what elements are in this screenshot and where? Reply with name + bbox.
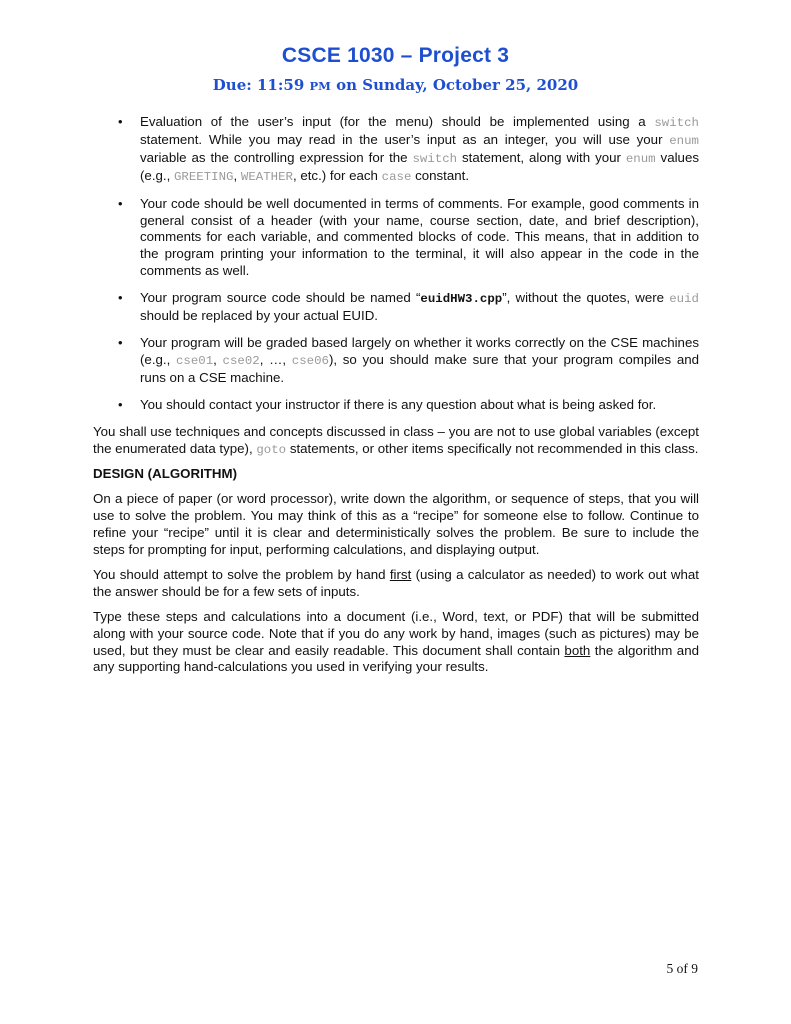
code-text: switch: [654, 116, 699, 130]
due-date: [0, 76, 791, 94]
code-text: GREETING: [174, 169, 234, 184]
code-text: enum: [625, 151, 656, 166]
paragraph: [93, 424, 699, 459]
text-run: statements, or other items specifically not recommended in this class.: [286, 440, 699, 456]
paragraph: [93, 609, 699, 677]
code-text: case: [381, 169, 412, 184]
text-run: Your program will be graded based largely on whether it works correctly on the CSE machines (e.g.,: [140, 334, 699, 367]
list-item: [93, 196, 699, 281]
page-title: CSCE 1030 – Project 3: [281, 44, 510, 67]
text-run: , etc.) for each: [292, 167, 382, 183]
text-run: Evaluation of the user’s input (for the menu) should be implemented using a: [140, 114, 655, 129]
code-text: euid: [669, 292, 699, 307]
list-item: [93, 114, 699, 186]
bullet-icon: •: [118, 396, 123, 412]
bullet-icon: •: [118, 114, 123, 129]
text-run: Your code should be well documented in terms of comments. For example, good comments in general consist of a header (with your name, course section, date, and brief description), comments for each variable, and commented blocks of code. This means, that in addition to the program printing your information to the terminal, it will also appear in the code in the comments as well.: [140, 195, 699, 279]
code-text: cse02: [222, 353, 260, 368]
code-text: WEATHER: [240, 169, 293, 184]
text-run: (using a calculator as needed) to work out what the answer should be for a few sets of inputs.: [93, 566, 699, 599]
code-text: switch: [412, 151, 458, 166]
underlined-text: both: [564, 642, 591, 658]
code-text: cse01: [175, 353, 214, 368]
requirements-list: [93, 114, 699, 414]
bullet-icon: •: [118, 334, 123, 350]
text-run: values (e.g.,: [140, 149, 699, 183]
text-run: should be replaced by your actual EUID.: [140, 308, 379, 324]
text-run: variable as the controlling expression for the: [140, 149, 413, 165]
text-run: ,: [213, 351, 223, 367]
code-text: enum: [669, 133, 699, 148]
text-run: the algorithm and any supporting hand-calculations you used in verifying your results.: [93, 642, 699, 675]
text-run: statement, along with your: [457, 149, 626, 165]
bullet-icon: •: [118, 195, 123, 211]
due-prefix: Due: 11:59: [212, 76, 310, 94]
text-run: constant.: [411, 167, 470, 183]
text-run: ,: [233, 167, 241, 183]
due-suffix: on Sunday, October 25, 2020: [330, 76, 579, 94]
paragraph: [93, 567, 699, 601]
text-run: You should attempt to solve the problem by hand: [93, 566, 390, 582]
bullet-icon: •: [118, 290, 123, 306]
text-run: statement. While you may read in the user’s input as an integer, you will use your: [140, 131, 670, 147]
text-run: ”, without the quotes, were: [502, 290, 670, 306]
underlined-text: first: [389, 566, 412, 582]
section-heading: DESIGN (ALGORITHM): [93, 466, 238, 482]
page-number: 5 of 9: [666, 961, 698, 976]
text-run: , …,: [259, 351, 292, 367]
text-run: You should contact your instructor if there is any question about what is being asked for.: [140, 396, 657, 412]
body-content: [93, 114, 699, 684]
text-run: ), so you should make sure that your program compiles and runs on a CSE machine.: [140, 351, 700, 385]
text-run: Your program source code should be named “: [140, 290, 421, 306]
due-pm: PM: [309, 79, 331, 93]
filename-text: euidHW3.cpp: [420, 292, 503, 307]
list-item: [93, 397, 699, 414]
list-item: [93, 335, 699, 387]
text-run: You shall use techniques and concepts discussed in class – you are not to use global variables (except the enumerated data type),: [93, 423, 699, 456]
code-text: cse06: [291, 353, 329, 368]
code-text: goto: [256, 442, 287, 457]
list-item: [93, 290, 699, 325]
paragraph: On a piece of paper (or word processor), write down the algorithm, or sequence of steps, that you will use to solve the problem. You may think of this as a “recipe” for someone else to follow. Continue to refine your “recipe” until it is clear and deterministically solves the problem. Be sure to include the steps for prompting for input, performing calculations, and displaying output.: [93, 491, 699, 558]
text-run: Type these steps and calculations into a document (i.e., Word, text, or PDF) that will be submitted along with your source code. Note that if you do any work by hand, images (such as pictures) may be used, but they must be clear and easily readable. This document shall contain: [93, 608, 699, 658]
